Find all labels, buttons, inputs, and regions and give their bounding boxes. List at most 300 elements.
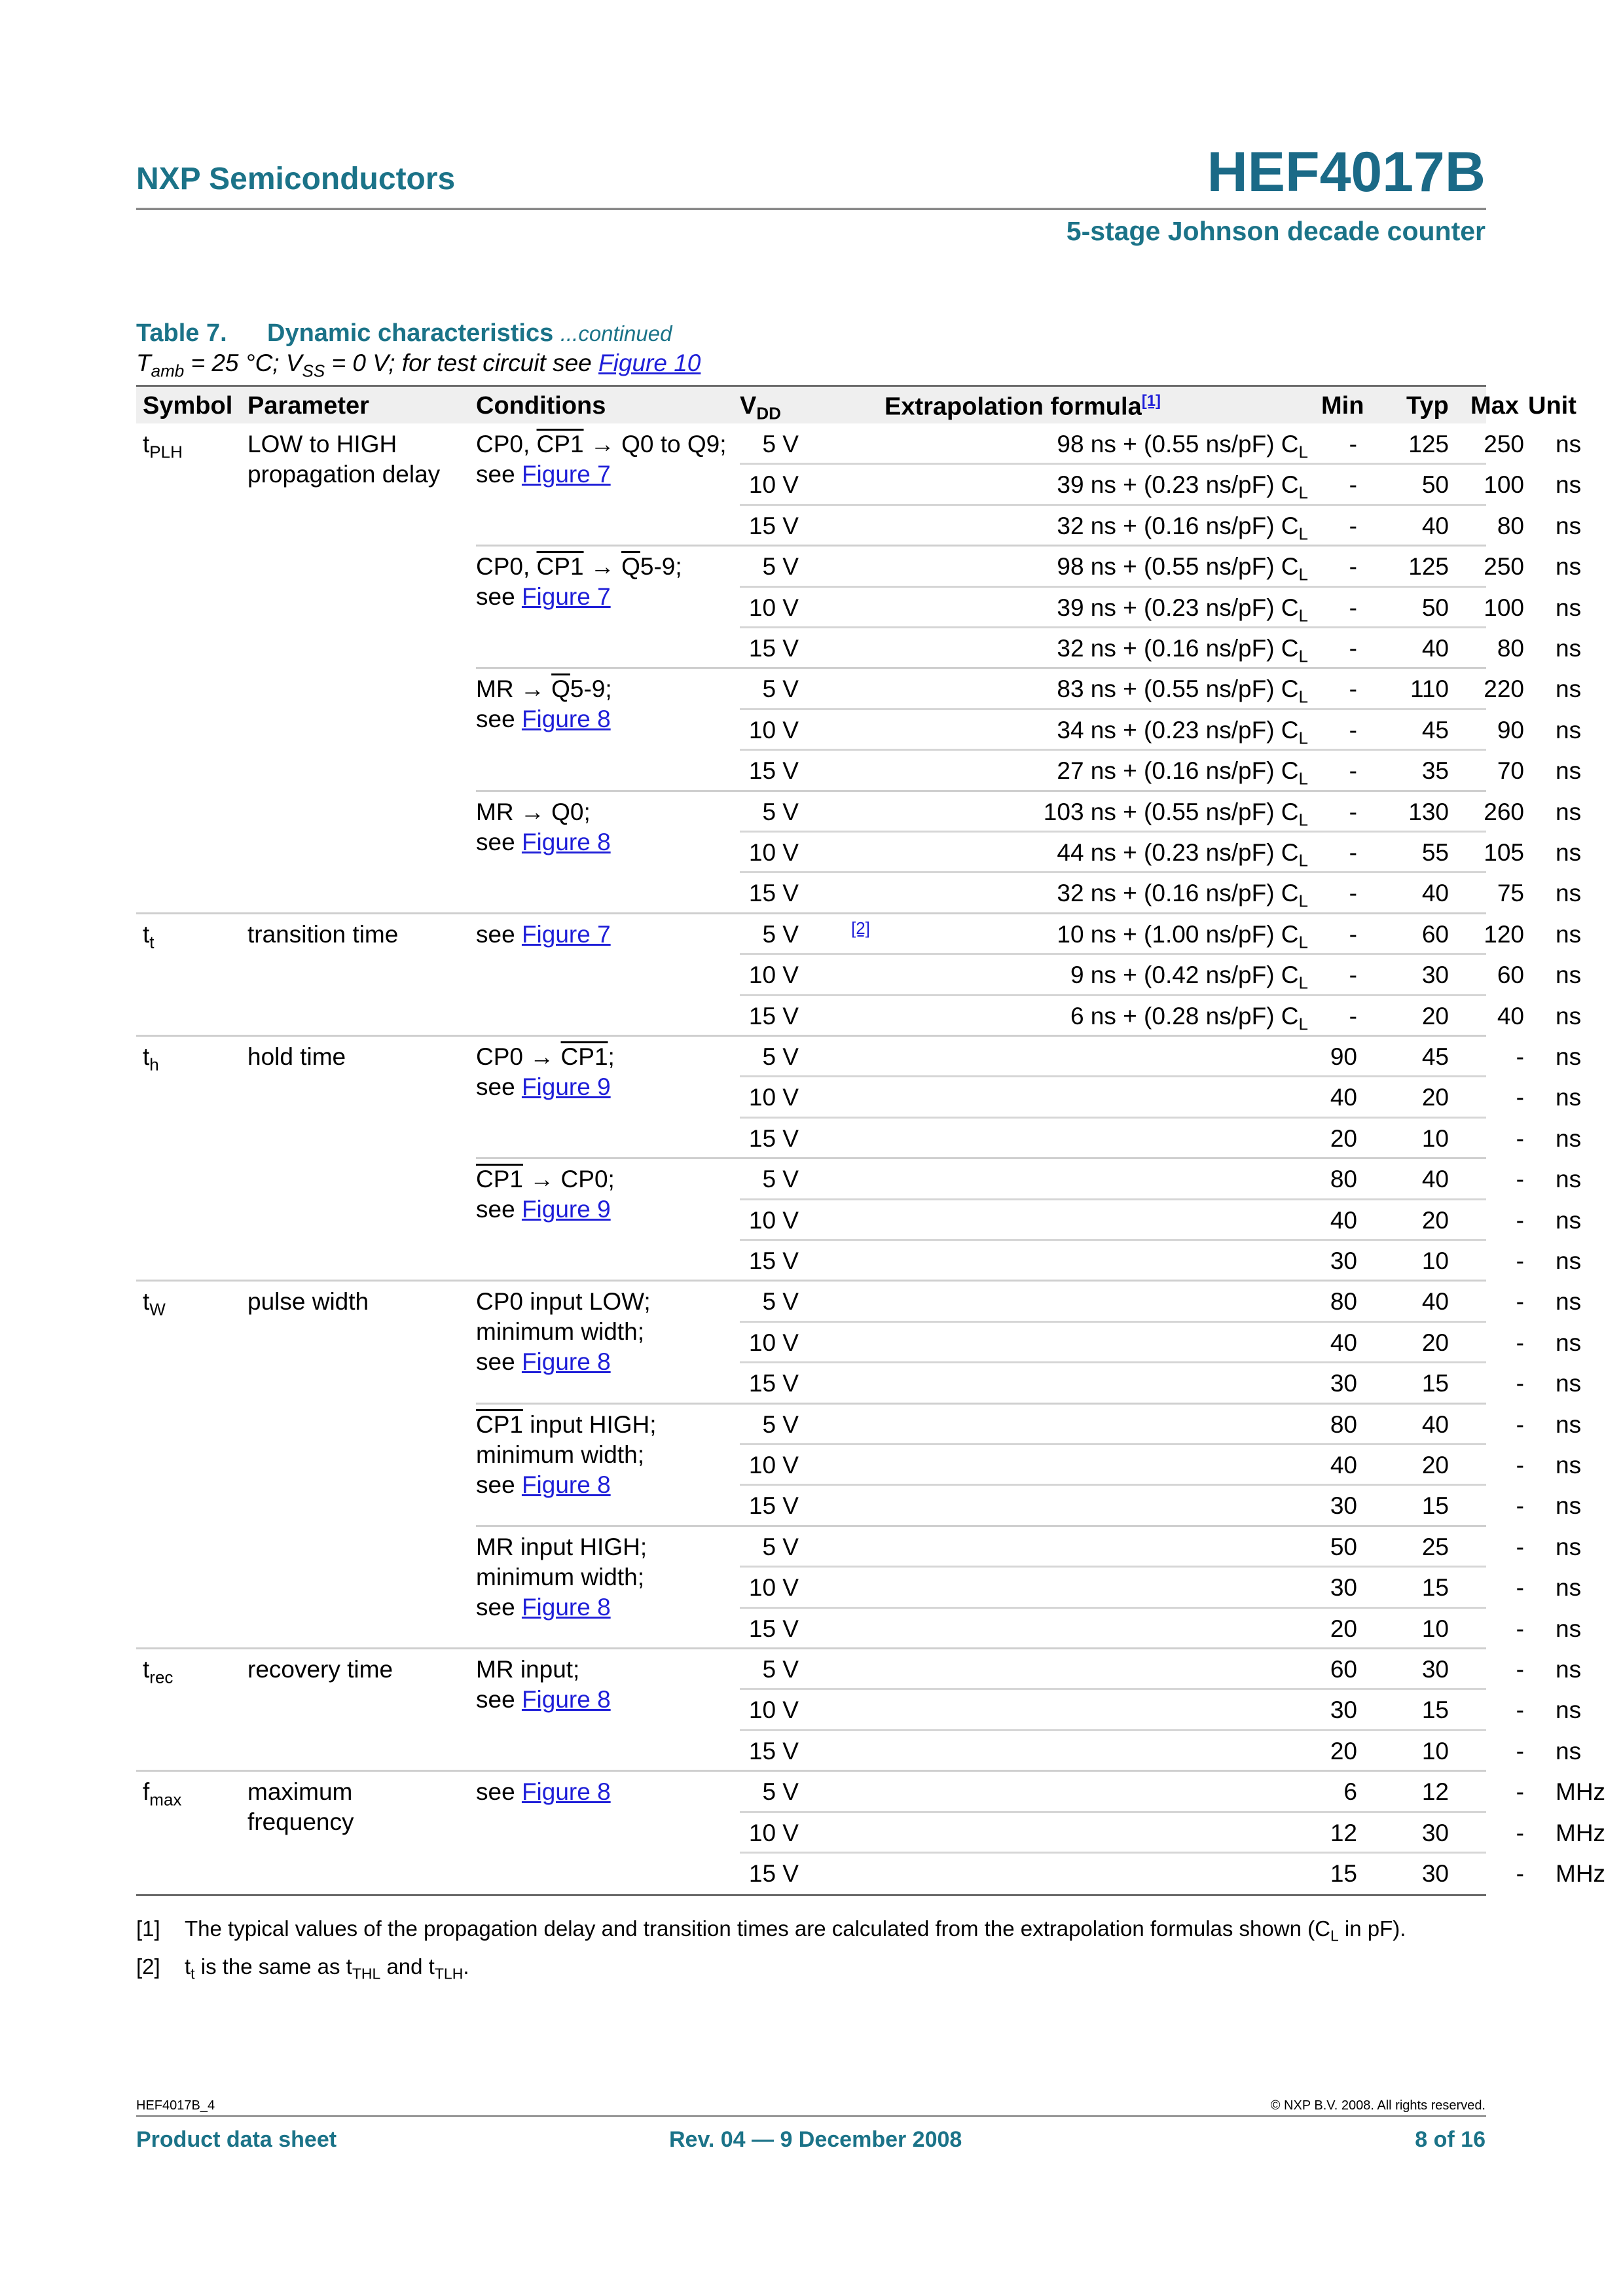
col-vdd-sub: DD xyxy=(756,403,781,423)
extrapolation-formula: 10 ns + (1.00 ns/pF) $C_L$ xyxy=(1057,920,1308,952)
footer-revision: Rev. 04 — 9 December 2008 xyxy=(669,2127,962,2152)
extrapolation-formula: 98 ns + (0.55 ns/pF) $C_L$ xyxy=(1057,553,1308,584)
table-row xyxy=(136,1323,1582,1363)
min-value: 20 xyxy=(1330,1124,1357,1152)
figure-link[interactable]: Figure 8 xyxy=(521,828,611,855)
min-value: 40 xyxy=(1330,1206,1357,1234)
col-unit: Unit xyxy=(1528,392,1577,420)
table-row xyxy=(136,1813,1606,1854)
unit-value: ns xyxy=(1556,1166,1582,1193)
table-row xyxy=(136,1527,1582,1568)
table-title: Dynamic characteristics xyxy=(267,319,554,347)
unit-value: ns xyxy=(1556,1696,1582,1724)
min-value: 90 xyxy=(1330,1043,1357,1070)
figure-link[interactable]: Figure 9 xyxy=(521,1196,611,1223)
unit-value: MHz xyxy=(1556,1778,1606,1806)
overline-signal: $\overline{Q}$ xyxy=(551,675,570,703)
conditions-cell: MR → Q0; see Figure 8 xyxy=(476,798,611,855)
extrapolation-formula: 98 ns + (0.55 ns/pF) $C_L$ xyxy=(1057,431,1308,462)
table-bottom-rule xyxy=(136,1894,1486,1896)
table-row xyxy=(136,1200,1582,1241)
figure-link[interactable]: Figure 8 xyxy=(521,1778,611,1806)
unit-value: ns xyxy=(1556,1492,1582,1520)
table-row xyxy=(136,1445,1582,1486)
overline-signal: CP1 xyxy=(476,1410,523,1438)
table-row xyxy=(136,1772,1606,1812)
min-value: 30 xyxy=(1330,1492,1357,1520)
typ-value: 55 xyxy=(1421,839,1449,866)
unit-value: ns xyxy=(1556,594,1582,621)
typ-value: 125 xyxy=(1408,553,1449,581)
col-min: Min xyxy=(1321,392,1364,420)
typ-value: 25 xyxy=(1421,1533,1449,1560)
vdd-value: 10 V xyxy=(748,716,799,744)
footer-page-number: 8 of 16 xyxy=(1415,2127,1486,2152)
min-value: 80 xyxy=(1330,1410,1357,1438)
extrapolation-formula: 6 ns + (0.28 ns/pF) $C_L$ xyxy=(1070,1002,1308,1033)
max-value: 75 xyxy=(1497,880,1524,907)
col-conditions: Conditions xyxy=(476,392,606,420)
col-vdd-text: V xyxy=(740,392,757,420)
overline-signal: CP1 xyxy=(536,431,584,457)
conditions-cell: MR → $\overline{Q}5-9$; see Figure 8 xyxy=(476,675,612,733)
conditions-cell: see Figure 7 xyxy=(476,920,611,948)
min-value: 50 xyxy=(1330,1533,1357,1560)
vdd-value: 15 V xyxy=(748,635,799,662)
table-caption xyxy=(136,319,672,348)
typ-value: 40 xyxy=(1421,1410,1449,1438)
unit-value: ns xyxy=(1556,880,1582,907)
unit-value: ns xyxy=(1556,1656,1582,1683)
conditions-cell: CP0, CP1 → Q0 to Q9; see Figure 7 xyxy=(476,431,727,488)
typ-value: 20 xyxy=(1421,1452,1449,1479)
note-sub: t xyxy=(191,1965,195,1982)
typ-value: 45 xyxy=(1421,1043,1449,1070)
min-value: 30 xyxy=(1330,1247,1357,1274)
min-value: 30 xyxy=(1330,1574,1357,1602)
note-text-b: in pF). xyxy=(1338,1916,1406,1941)
min-value: 60 xyxy=(1330,1656,1357,1683)
max-value: - xyxy=(1516,1574,1524,1602)
max-value: - xyxy=(1516,1370,1524,1397)
unit-value: ns xyxy=(1556,1288,1582,1316)
note-sub: THL xyxy=(352,1965,381,1982)
figure-link[interactable]: Figure 8 xyxy=(521,1471,611,1498)
unit-value: ns xyxy=(1556,1002,1582,1030)
vdd-value: 10 V xyxy=(748,961,799,989)
min-value: - xyxy=(1349,920,1357,948)
overline-signal: CP1 xyxy=(476,1166,523,1193)
min-value: - xyxy=(1349,471,1357,499)
vdd-value: 15 V xyxy=(748,1492,799,1520)
col-vdd xyxy=(740,392,781,424)
table-row xyxy=(136,588,1582,628)
vdd-value: 15 V xyxy=(748,1370,799,1397)
footer-doc-id: HEF4017B_4 xyxy=(136,2098,215,2113)
max-value: - xyxy=(1516,1410,1524,1438)
min-value: 30 xyxy=(1330,1370,1357,1397)
min-value: - xyxy=(1349,757,1357,785)
typ-value: 110 xyxy=(1410,675,1449,703)
typ-value: 20 xyxy=(1421,1002,1449,1030)
cond-sub: amb xyxy=(151,361,185,381)
typ-value: 40 xyxy=(1421,880,1449,907)
unit-value: ns xyxy=(1556,1737,1582,1765)
max-value: 250 xyxy=(1484,431,1524,457)
min-value: 40 xyxy=(1330,1329,1357,1356)
max-value: 100 xyxy=(1484,471,1524,499)
extrapolation-formula: 9 ns + (0.42 ns/pF) $C_L$ xyxy=(1070,961,1308,993)
vdd-value: 5 V xyxy=(762,675,799,703)
vdd-value: 15 V xyxy=(748,757,799,785)
max-value: 70 xyxy=(1497,757,1524,785)
typ-value: 10 xyxy=(1421,1247,1449,1274)
unit-value: MHz xyxy=(1556,1860,1606,1887)
max-value: - xyxy=(1516,1696,1524,1724)
max-value: - xyxy=(1516,1288,1524,1316)
typ-value: 30 xyxy=(1421,1860,1449,1887)
typ-value: 15 xyxy=(1421,1492,1449,1520)
max-value: - xyxy=(1516,1329,1524,1356)
min-value: 15 xyxy=(1330,1860,1357,1887)
cond-sub: SS xyxy=(302,361,325,381)
table-row xyxy=(136,1119,1582,1159)
min-value: - xyxy=(1349,961,1357,989)
figure-link[interactable]: Figure 9 xyxy=(521,1073,611,1100)
table-row xyxy=(136,1363,1582,1404)
max-value: - xyxy=(1516,1084,1524,1111)
header-divider xyxy=(136,207,1486,210)
extrapolation-formula: 32 ns + (0.16 ns/pF) $C_L$ xyxy=(1057,880,1308,911)
typ-value: 45 xyxy=(1421,716,1449,744)
parameter-cell: maximum frequency xyxy=(247,1778,354,1836)
col-typ: Typ xyxy=(1406,392,1449,420)
unit-value: ns xyxy=(1556,553,1582,581)
typ-value: 50 xyxy=(1421,471,1449,499)
vdd-value: 5 V xyxy=(762,553,799,581)
vdd-value: 10 V xyxy=(748,1574,799,1602)
symbol-cell: $t_{PLH}$ xyxy=(143,431,183,462)
table-row xyxy=(136,833,1582,873)
footnote-2-link[interactable]: [2] xyxy=(851,918,870,938)
max-value: - xyxy=(1516,1737,1524,1765)
footer-doc-type: Product data sheet xyxy=(136,2127,337,2152)
min-value: 40 xyxy=(1330,1452,1357,1479)
symbol-cell: $t_h$ xyxy=(143,1043,159,1075)
table-row xyxy=(136,955,1582,996)
typ-value: 15 xyxy=(1421,1370,1449,1397)
conditions-cell: CP0, $CP1 \to \overline{Q}5-9$; see Figure 7 xyxy=(476,553,682,611)
min-value: 6 xyxy=(1343,1778,1357,1806)
table-row xyxy=(136,1486,1582,1526)
table-row xyxy=(136,1405,1582,1445)
vdd-value: 15 V xyxy=(748,880,799,907)
footnote-1-link[interactable]: [1] xyxy=(1141,392,1161,410)
unit-value: ns xyxy=(1556,471,1582,499)
unit-value: ns xyxy=(1556,961,1582,989)
typ-value: 30 xyxy=(1421,961,1449,989)
vdd-value: 10 V xyxy=(748,471,799,499)
table-row xyxy=(136,792,1582,833)
max-value: 220 xyxy=(1484,675,1524,703)
unit-value: ns xyxy=(1556,1410,1582,1438)
conditions-cell: CP0 input LOW; minimum width; see Figure 8 xyxy=(476,1288,651,1376)
vdd-value: 10 V xyxy=(748,594,799,621)
typ-value: 10 xyxy=(1421,1615,1449,1642)
cond-text: = 0 V; for test circuit see xyxy=(325,350,599,376)
footer-divider xyxy=(136,2115,1486,2117)
symbol-cell: $f_{max}$ xyxy=(143,1778,182,1810)
vdd-value: 5 V xyxy=(762,1166,799,1193)
max-value: - xyxy=(1516,1492,1524,1520)
unit-value: ns xyxy=(1556,1247,1582,1274)
typ-value: 20 xyxy=(1421,1329,1449,1356)
typ-value: 20 xyxy=(1421,1206,1449,1234)
extrapolation-formula: 39 ns + (0.23 ns/pF) $C_L$ xyxy=(1057,471,1308,503)
min-value: - xyxy=(1349,880,1357,907)
footer-copyright: © NXP B.V. 2008. All rights reserved. xyxy=(1270,2098,1486,2113)
typ-value: 20 xyxy=(1421,1084,1449,1111)
max-value: - xyxy=(1516,1860,1524,1887)
typ-value: 40 xyxy=(1421,512,1449,539)
overline-signal: $\overline{Q}$ xyxy=(621,553,640,581)
table-conditions xyxy=(136,350,701,381)
unit-value: ns xyxy=(1556,431,1582,457)
vdd-value: 5 V xyxy=(762,1288,799,1316)
unit-value: ns xyxy=(1556,1370,1582,1397)
note-sub: L xyxy=(1330,1927,1339,1945)
unit-value: ns xyxy=(1556,1206,1582,1234)
table-row xyxy=(136,873,1582,914)
unit-value: ns xyxy=(1556,1329,1582,1356)
max-value: - xyxy=(1516,1452,1524,1479)
min-value: - xyxy=(1349,798,1357,825)
conditions-cell: see Figure 8 xyxy=(476,1778,611,1806)
max-value: - xyxy=(1516,1819,1524,1846)
figure-link[interactable]: Figure 7 xyxy=(521,461,611,488)
typ-value: 40 xyxy=(1421,1166,1449,1193)
max-value: 260 xyxy=(1484,798,1524,825)
overline-signal: CP1 xyxy=(536,553,584,581)
typ-value: 125 xyxy=(1408,431,1449,457)
unit-value: ns xyxy=(1556,716,1582,744)
extrapolation-formula: 32 ns + (0.16 ns/pF) $C_L$ xyxy=(1057,635,1308,666)
typ-value: 15 xyxy=(1421,1574,1449,1602)
max-value: 60 xyxy=(1497,961,1524,989)
min-value: 80 xyxy=(1330,1166,1357,1193)
extrapolation-formula: 39 ns + (0.23 ns/pF) $C_L$ xyxy=(1057,594,1308,625)
parameter-cell: LOW to HIGH propagation delay xyxy=(247,431,441,488)
typ-value: 10 xyxy=(1421,1737,1449,1765)
vdd-value: 15 V xyxy=(748,1615,799,1642)
unit-value: ns xyxy=(1556,1615,1582,1642)
table-row xyxy=(136,1159,1582,1200)
max-value: - xyxy=(1516,1778,1524,1806)
parameter-cell: hold time xyxy=(247,1043,346,1070)
min-value: 12 xyxy=(1330,1819,1357,1846)
min-value: 40 xyxy=(1330,1084,1357,1111)
note-part: and t xyxy=(380,1954,435,1979)
vdd-value: 5 V xyxy=(762,920,799,948)
col-max: Max xyxy=(1470,392,1519,420)
table-row xyxy=(136,628,1582,669)
unit-value: MHz xyxy=(1556,1819,1606,1846)
unit-value: ns xyxy=(1556,512,1582,539)
symbol-cell: $t_t$ xyxy=(143,920,155,952)
min-value: - xyxy=(1349,553,1357,581)
typ-value: 50 xyxy=(1421,594,1449,621)
conditions-cell: CP1 → CP0; see Figure 9 xyxy=(476,1166,615,1223)
figure-link[interactable]: Figure 8 xyxy=(521,1593,611,1621)
vdd-value: 15 V xyxy=(748,1124,799,1152)
extrapolation-formula: 32 ns + (0.16 ns/pF) $C_L$ xyxy=(1057,512,1308,544)
extrapolation-formula: 103 ns + (0.55 ns/pF) $C_L$ xyxy=(1043,798,1308,829)
table-row xyxy=(136,751,1582,791)
vdd-value: 5 V xyxy=(762,1656,799,1683)
table-row xyxy=(136,1037,1582,1077)
figure-link[interactable]: Figure 7 xyxy=(521,920,611,948)
figure-link[interactable]: Figure 8 xyxy=(521,706,611,733)
min-value: - xyxy=(1349,675,1357,703)
unit-value: ns xyxy=(1556,675,1582,703)
table-number: Table 7. xyxy=(136,319,227,347)
note-key: [2] xyxy=(136,1954,160,1979)
figure-10-link[interactable]: Figure 10 xyxy=(598,350,701,376)
note-key: [1] xyxy=(136,1916,160,1941)
unit-value: ns xyxy=(1556,1533,1582,1560)
note-sub: TLH xyxy=(434,1965,464,1982)
vdd-value: 15 V xyxy=(748,512,799,539)
vdd-value: 10 V xyxy=(748,1206,799,1234)
typ-value: 15 xyxy=(1421,1696,1449,1724)
symbol-cell: $t_W$ xyxy=(143,1288,166,1319)
max-value: - xyxy=(1516,1533,1524,1560)
unit-value: ns xyxy=(1556,757,1582,785)
vdd-value: 5 V xyxy=(762,431,799,457)
table-row xyxy=(136,1854,1606,1894)
min-value: 80 xyxy=(1330,1288,1357,1316)
typ-value: 30 xyxy=(1421,1819,1449,1846)
table-row xyxy=(136,914,1582,955)
table-header-row xyxy=(136,387,1577,423)
max-value: - xyxy=(1516,1043,1524,1070)
extrapolation-formula: 27 ns + (0.16 ns/pF) $C_L$ xyxy=(1057,757,1308,789)
vdd-value: 5 V xyxy=(762,798,799,825)
note-text-a: The typical values of the propagation delay and transition times are calculated from the extrapolation formulas shown (C xyxy=(185,1916,1330,1941)
figure-link[interactable]: Figure 8 xyxy=(521,1348,611,1376)
product-subtitle: 5-stage Johnson decade counter xyxy=(1066,216,1486,246)
max-value: 90 xyxy=(1497,716,1524,744)
table-row xyxy=(136,1077,1582,1118)
min-value: 30 xyxy=(1330,1696,1357,1724)
unit-value: ns xyxy=(1556,920,1582,948)
vdd-value: 5 V xyxy=(762,1778,799,1806)
vdd-value: 15 V xyxy=(748,1860,799,1887)
unit-value: ns xyxy=(1556,635,1582,662)
vdd-value: 15 V xyxy=(748,1002,799,1030)
min-value: 20 xyxy=(1330,1737,1357,1765)
max-value: 100 xyxy=(1484,594,1524,621)
vdd-value: 10 V xyxy=(748,1452,799,1479)
note-part: is the same as t xyxy=(194,1954,352,1979)
min-value: - xyxy=(1349,431,1357,457)
max-value: - xyxy=(1516,1206,1524,1234)
max-value: - xyxy=(1516,1124,1524,1152)
unit-value: ns xyxy=(1556,1124,1582,1152)
vdd-value: 10 V xyxy=(748,839,799,866)
min-value: - xyxy=(1349,1002,1357,1030)
col-symbol: Symbol xyxy=(143,392,233,420)
max-value: 40 xyxy=(1497,1002,1524,1030)
table-row xyxy=(136,1568,1582,1608)
col-formula xyxy=(884,392,1161,422)
min-value: - xyxy=(1349,635,1357,662)
table-row xyxy=(136,547,1582,587)
vdd-value: 15 V xyxy=(748,1737,799,1765)
unit-value: ns xyxy=(1556,798,1582,825)
parameter-cell: pulse width xyxy=(247,1288,369,1316)
vdd-value: 10 V xyxy=(748,1329,799,1356)
min-value: - xyxy=(1349,839,1357,866)
vdd-value: 5 V xyxy=(762,1533,799,1560)
table-row xyxy=(136,710,1582,751)
table-row xyxy=(136,669,1582,709)
unit-value: ns xyxy=(1556,1084,1582,1111)
max-value: 120 xyxy=(1484,920,1524,948)
conditions-cell: MR input; see Figure 8 xyxy=(476,1656,611,1713)
table-row xyxy=(136,1241,1582,1282)
cond-text: T xyxy=(136,350,151,376)
parameter-cell: transition time xyxy=(247,920,399,948)
conditions-cell: CP1 input HIGH; minimum width; see Figure 8 xyxy=(476,1410,657,1498)
max-value: - xyxy=(1516,1166,1524,1193)
note-part: . xyxy=(463,1954,469,1979)
extrapolation-formula: 83 ns + (0.55 ns/pF) $C_L$ xyxy=(1057,675,1308,707)
table-row xyxy=(136,506,1582,547)
extrapolation-formula: 44 ns + (0.23 ns/pF) $C_L$ xyxy=(1057,839,1308,870)
table-row xyxy=(136,424,1582,465)
figure-link[interactable]: Figure 8 xyxy=(521,1686,611,1713)
vdd-value: 10 V xyxy=(748,1819,799,1846)
max-value: 105 xyxy=(1484,839,1524,866)
vdd-value: 15 V xyxy=(748,1247,799,1274)
vdd-value: 5 V xyxy=(762,1043,799,1070)
unit-value: ns xyxy=(1556,1452,1582,1479)
overline-signal: CP1 xyxy=(560,1043,608,1070)
table-row xyxy=(136,465,1582,505)
parameter-cell: recovery time xyxy=(247,1656,393,1683)
cond-text: = 25 °C; V xyxy=(184,350,302,376)
typ-value: 35 xyxy=(1421,757,1449,785)
max-value: - xyxy=(1516,1615,1524,1642)
typ-value: 30 xyxy=(1421,1656,1449,1683)
typ-value: 40 xyxy=(1421,1288,1449,1316)
typ-value: 10 xyxy=(1421,1124,1449,1152)
table-row xyxy=(136,1649,1582,1690)
figure-link[interactable]: Figure 7 xyxy=(521,583,611,611)
max-value: - xyxy=(1516,1247,1524,1274)
vdd-value: 5 V xyxy=(762,1410,799,1438)
table-row xyxy=(136,1609,1582,1649)
table-continued: ...continued xyxy=(560,321,672,346)
min-value: - xyxy=(1349,512,1357,539)
table-row xyxy=(136,1282,1582,1322)
note-text xyxy=(185,1916,1406,1945)
conditions-cell: MR input HIGH; minimum width; see Figure 8 xyxy=(476,1533,647,1621)
col-parameter: Parameter xyxy=(247,392,369,420)
typ-value: 130 xyxy=(1408,798,1449,825)
max-value: 250 xyxy=(1484,553,1524,581)
